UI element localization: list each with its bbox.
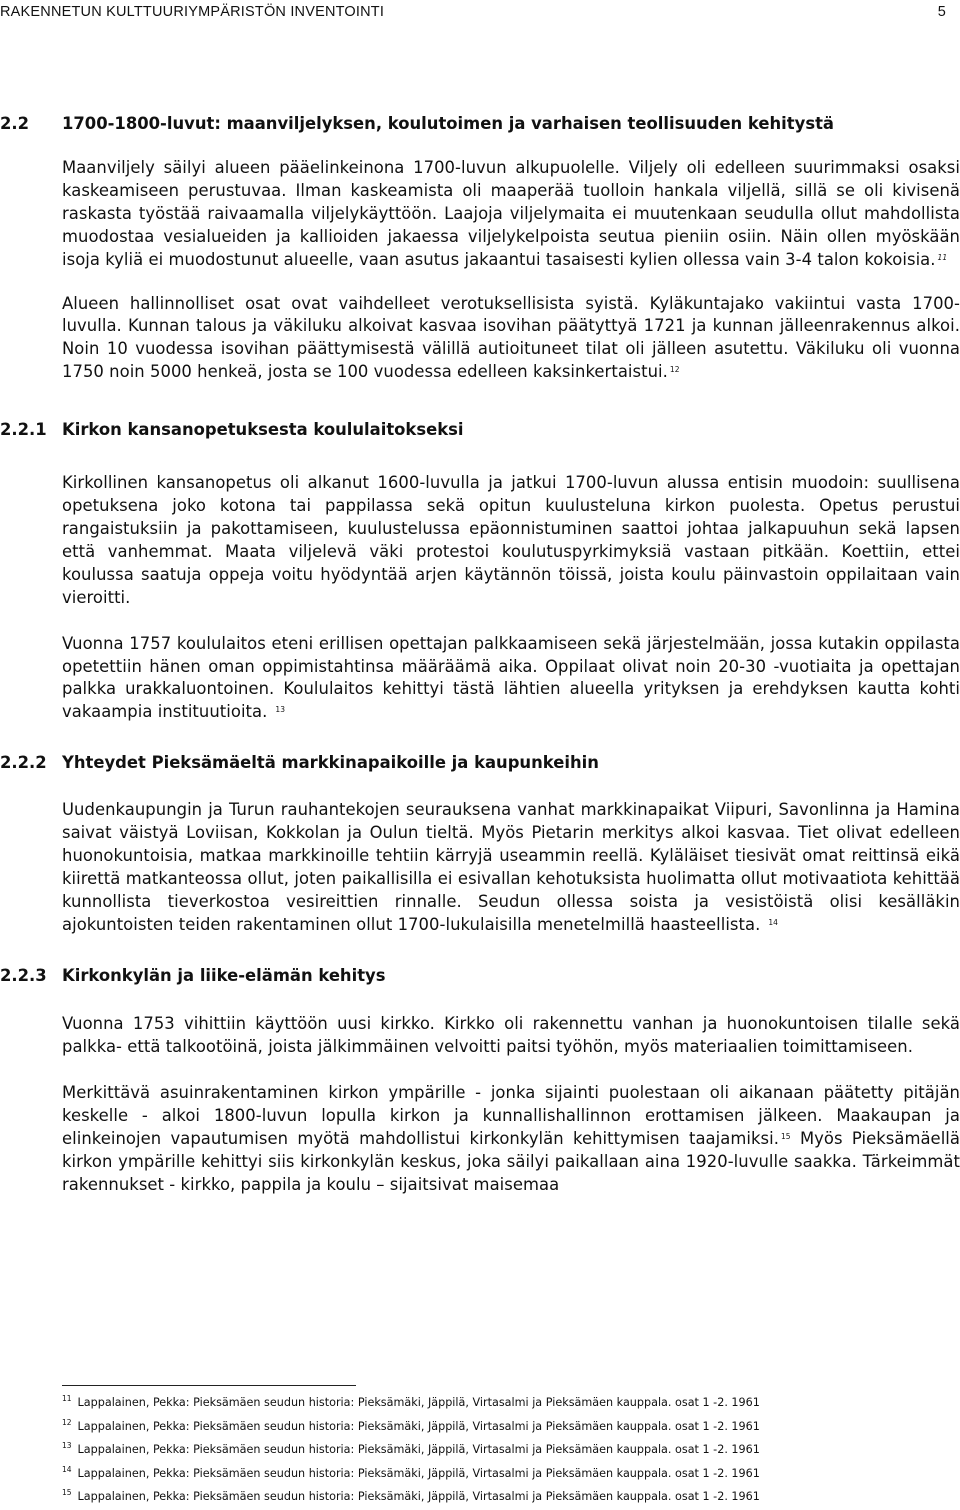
paragraph: [0, 799, 960, 936]
section-number: 2.2.1: [0, 420, 47, 440]
section-title: 1700-1800-luvut: maanviljelyksen, koulutoimen ja varhaisen teollisuuden kehitystä: [62, 114, 834, 133]
paragraph: [0, 293, 960, 385]
paragraph-text: Maanviljely säilyi alueen pääelinkeinona 1700-luvun alkupuolelle. Viljely oli edelleen suurimmaksi osaksi kaskeamiseen perustuvaa. Ilman kaskeamista oli maaperää tuolloin hankala viljellä, sillä se oli kivisenä raskasta työstää raivaamalla viljelykäyttöön. Laajoja viljelymaita ei muutenkaan seudulla ollut mahdollista muodostaa vesialueiden ja kallioiden jakaessa viljelykelpoista seutua pieniin osiin. Näin ollen myöskään isoja kyliä ei muodostunut alueelle, vaan asutus jakaantui tasaisesti kylien ollessa vain 3-4 talon kokoisia.: [62, 158, 960, 269]
section-number: 2.2.3: [0, 965, 47, 985]
page-number: 5: [937, 4, 946, 20]
paragraph-text: Kirkollinen kansanopetus oli alkanut 1600-luvulla ja jatkui 1700-luvun alussa entisin muodoin: suullisena opetuksena joko kotona tai pappilassa sekä opitun kuulusteluna kirkon puolesta. Opetus perustui rangaistuksiin ja pakottamiseen, kuulustelussa epäonnistuminen saattoi johtaa jalkapuuhun sekä lapsen että vanhemmat. Maata viljelevä väki protestoi koulutuspyrkimyksiä vastaan pitkään. Koettiin, ettei koulussa saatuja oppeja voitu hyödyntää arjen käytännön töissä, joista koulu päinvastoin oppilaitaan vain vieroitti.: [62, 473, 960, 607]
paragraph: [0, 157, 960, 272]
section-heading-2-2: [0, 112, 960, 136]
paragraph-text: Vuonna 1757 koululaitos eteni erillisen opettajan palkkaamiseen sekä järjestelmään, jossa kutakin oppilasta opetettiin hänen oman oppimistahtinsa määräämä aika. Oppilaat olivat noin 20-30 -vuotiaita ja opettajan palkka urakkaluontoinen. Koululaitos kehittyi tästä lähtien alueella yrityksen ja erehdyksen kautta kohti vakaampia instituutioita.: [62, 633, 960, 722]
footnote-reference[interactable]: 12: [669, 365, 680, 375]
footnote-reference[interactable]: 11: [937, 252, 948, 262]
footnote-reference[interactable]: 14: [768, 917, 779, 927]
footnote-item: [62, 1416, 942, 1440]
section-number: 2.2.2: [0, 753, 47, 773]
section-heading-2-2-3: [0, 964, 960, 988]
section-heading-2-2-2: [0, 751, 960, 775]
paragraph: [0, 1082, 960, 1197]
footnote-number: 12: [62, 1417, 72, 1427]
paragraph: [0, 1013, 960, 1059]
page-content: [0, 112, 960, 1197]
footnote-number: 15: [62, 1488, 72, 1497]
footnote-text: Lappalainen, Pekka: Pieksämäen seudun historia: Pieksämäki, Jäppilä, Virtasalmi ja Pieksämäen kauppala. osat 1 -2. 1961: [77, 1443, 760, 1456]
footnote-item: [62, 1463, 942, 1487]
running-header: [0, 4, 946, 24]
footnote-text: Lappalainen, Pekka: Pieksämäen seudun historia: Pieksämäki, Jäppilä, Virtasalmi ja Pieksämäen kauppala. osat 1 -2. 1961: [77, 1396, 760, 1409]
footnote-item: [62, 1439, 942, 1463]
paragraph-text: Alueen hallinnolliset osat ovat vaihdelleet verotuksellisista syistä. Kyläkuntajako vakiintui vasta 1700-luvulla. Kunnan talous ja väkiluku alkoivat kasvaa isovihan päätyttyä 1721 ja kunnan jälleenrakennus alkoi. Noin 10 vuodessa isovihan päättymisestä välillä autioituneet tilat oli jälleen asutettu. Väkiluku oli vuonna 1750 noin 5000 henkeä, josta se 100 vuodessa edelleen kaksinkertaistui.: [62, 293, 960, 382]
document-title: RAKENNETUN KULTTUURIYMPÄRISTÖN INVENTOINTI: [0, 4, 385, 20]
footnote-separator: [62, 1385, 356, 1386]
footnote-reference[interactable]: 15: [780, 1132, 791, 1142]
paragraph-text: Vuonna 1753 vihittiin käyttöön uusi kirkko. Kirkko oli rakennettu vanhan ja huonokuntoisen tilalle sekä palkka- että talkootöinä, joista jälkimmäinen velvoitti paitsi työhön, myös materiaalien toimittamiseen.: [62, 1013, 960, 1056]
section-title: Yhteydet Pieksämäeltä markkinapaikoille ja kaupunkeihin: [62, 753, 599, 773]
paragraph: [0, 633, 960, 725]
paragraph-text: Uudenkaupungin ja Turun rauhantekojen seurauksena vanhat markkinapaikat Viipuri, Savonlinna ja Hamina saivat väistyä Loviisan, Kokkolan ja Oulun tieltä. Myös Pietarin merkitys alkoi kasvaa. Tiet olivat edelleen huonokuntoisia, matkaa markkinoille tehtiin kärryjä useammin reellä. Kyläläiset tiesivät omat reittinsä eikä kiirettä matkanteossa ollut, joten paikallisilla ei esivallan kehotuksista huolimatta ollut motivaatiota kehittää kunnollista tieverkostoa vesireittien rinnalle. Seudun ollessa soista ja vesistöistä olisi kesälläkin ajokuntoisten teiden rakentaminen ollut 1700-lukulaisilla menetelmillä haasteellista.: [62, 800, 960, 934]
footnote-text: Lappalainen, Pekka: Pieksämäen seudun historia: Pieksämäki, Jäppilä, Virtasalmi ja Pieksämäen kauppala. osat 1 -2. 1961: [77, 1490, 760, 1503]
footnote-item: [62, 1486, 942, 1510]
paragraph-text: Merkittävä asuinrakentaminen kirkon ympärille - jonka sijainti puolestaan oli aikanaan päätetty pitäjän keskelle - alkoi 1800-luvun lopulla kirkon ja kunnallishallinnon erottamisen jälkeen. Maakaupan ja elinkeinojen vapautumisen myötä mahdollistui kirkonkylän kehittymisen taajamiksi.: [62, 1083, 960, 1149]
footnotes: [62, 1392, 942, 1510]
footnote-number: 14: [62, 1464, 72, 1474]
section-title: Kirkon kansanopetuksesta koululaitokseksi: [62, 420, 464, 440]
footnote-text: Lappalainen, Pekka: Pieksämäen seudun historia: Pieksämäki, Jäppilä, Virtasalmi ja Pieksämäen kauppala. osat 1 -2. 1961: [77, 1466, 760, 1480]
footnote-number: 13: [62, 1441, 72, 1450]
section-number: 2.2: [0, 114, 30, 133]
section-heading-2-2-1: [0, 418, 960, 442]
paragraph-text: Myös Pieksämäellä kirkon ympärille kehittyi siis kirkonkylän keskus, joka säilyi paikallaan aina 1920-luvulle saakka. Tärkeimmät rakennukset - kirkko, pappila ja koulu – sijaitsivat maisemaa: [62, 1129, 960, 1195]
footnote-item: [62, 1392, 942, 1416]
footnote-number: 11: [62, 1394, 72, 1403]
section-title: Kirkonkylän ja liike-elämän kehitys: [62, 965, 386, 985]
footnote-text: Lappalainen, Pekka: Pieksämäen seudun historia: Pieksämäki, Jäppilä, Virtasalmi ja Pieksämäen kauppala. osat 1 -2. 1961: [77, 1419, 760, 1433]
paragraph: [0, 472, 960, 609]
footnote-reference[interactable]: 13: [275, 705, 286, 715]
